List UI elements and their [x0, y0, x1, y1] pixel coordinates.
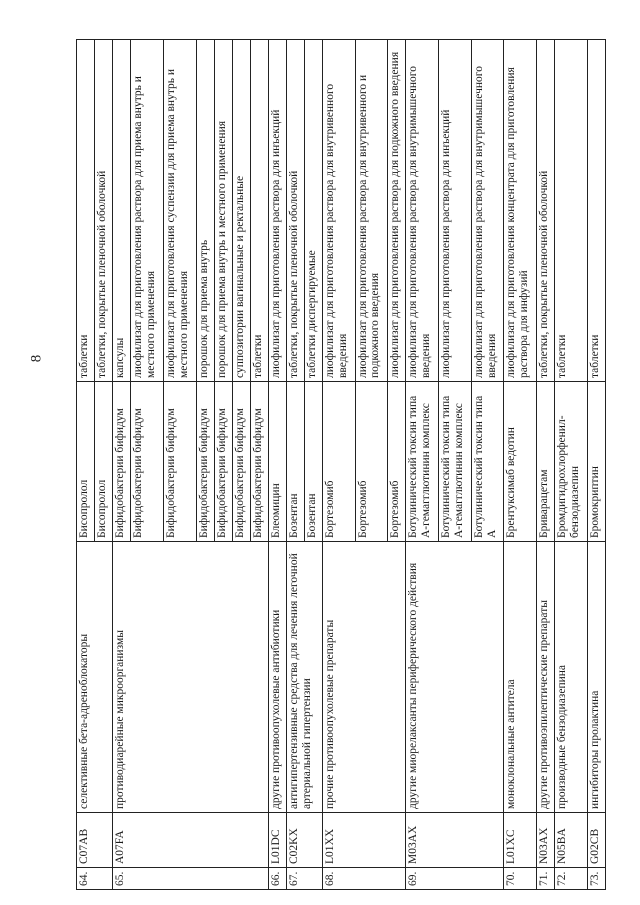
dosage-form-cell: [131, 40, 164, 382]
drug-name-cell: Бортезомиб: [322, 382, 355, 542]
drug-name-cell: Бифидобактерии бифидум: [250, 382, 268, 542]
row-number-cell: 66.: [268, 868, 286, 890]
dosage-form-text: лиофилизат для приготовления раствора для внутривенного и подкожного введения: [356, 74, 382, 378]
dosage-form-text: таблетки: [78, 334, 90, 378]
drug-name-cell: Бромдигидрохлорфенил-бензодиазепин: [555, 382, 588, 542]
dosage-form-text: таблетки, покрытые пленочной оболочкой: [96, 170, 109, 378]
dosage-form-cell: [322, 40, 355, 382]
dosage-form-cell: [268, 40, 286, 382]
dosage-form-text: таблетки: [588, 334, 601, 378]
dosage-form-text: лиофилизат для приготовления раствора для инъекций: [269, 109, 282, 378]
table-row: [504, 40, 537, 890]
drug-name-cell: Ботулинический токсин типа А: [471, 382, 504, 542]
table-row: [555, 40, 588, 890]
table-row: [268, 40, 286, 890]
table-row: [322, 40, 355, 890]
dosage-form-text: таблетки: [251, 334, 264, 378]
drug-name-cell: Бортезомиб: [388, 382, 406, 542]
dosage-form-cell: [77, 40, 95, 382]
table-row: [77, 40, 95, 890]
dosage-form-text: таблетки, покрытые пленочной оболочкой: [538, 170, 551, 378]
drug-name-cell: Брентуксимаб ведотин: [504, 382, 537, 542]
atc-code-cell: A07FA: [113, 813, 269, 868]
dosage-form-cell: [587, 40, 605, 382]
dosage-form-cell: [163, 40, 196, 382]
drug-name-cell: Бифидобактерии бифидум: [232, 382, 250, 542]
table-row: [113, 40, 131, 890]
pharmacological-group-cell: другие противоопухолевые антибиотики: [268, 542, 286, 813]
dosage-form-cell: [196, 40, 214, 382]
dosage-form-text: лиофилизат для приготовления раствора для внутримышечного введения: [472, 66, 498, 378]
atc-code-cell: L01XC: [504, 813, 537, 868]
dosage-form-text: таблетки, покрытые пленочной оболочкой: [287, 170, 300, 378]
dosage-form-cell: [113, 40, 131, 382]
dosage-form-text: лиофилизат для приготовления раствора для внутривенного введения: [323, 83, 349, 378]
drug-table: [76, 39, 606, 890]
pharmacological-group-cell: производные бензодиазепина: [555, 542, 588, 813]
drug-name-cell: Бифидобактерии бифидум: [131, 382, 164, 542]
pharmacological-group-cell: моноклональные антитела: [504, 542, 537, 813]
dosage-form-text: лиофилизат для приготовления суспензии для приема внутрь и местного применения: [164, 68, 190, 378]
drug-name-cell: Бифидобактерии бифидум: [214, 382, 232, 542]
row-number-cell: 65.: [113, 868, 269, 890]
dosage-form-cell: [438, 40, 471, 382]
pharmacological-group-cell: ингибиторы пролактина: [587, 542, 605, 813]
drug-name-cell: Бромокриптин: [587, 382, 605, 542]
row-number-cell: 64.: [77, 868, 113, 890]
dosage-form-cell: [250, 40, 268, 382]
row-number-cell: 69.: [406, 868, 504, 890]
pharmacological-group-cell: прочие противоопухолевые препараты: [322, 542, 405, 813]
dosage-form-text: лиофилизат для приготовления раствора для приема внутрь и местного применения: [132, 76, 158, 378]
atc-code-cell: N05BA: [555, 813, 588, 868]
atc-code-cell: G02CB: [587, 813, 605, 868]
dosage-form-cell: [95, 40, 113, 382]
pharmacological-group-cell: антигипертензивные средства для лечения легочной артериальной гипертензии: [286, 542, 322, 813]
dosage-form-cell: [286, 40, 304, 382]
atc-code-cell: C07AB: [77, 813, 113, 868]
dosage-form-cell: [471, 40, 504, 382]
dosage-form-text: лиофилизат для приготовления раствора для подкожного введения: [389, 51, 402, 378]
row-number-cell: 73.: [587, 868, 605, 890]
pharmacological-group-cell: селективные бета-адреноблокаторы: [77, 542, 113, 813]
drug-name-cell: Бортезомиб: [355, 382, 388, 542]
row-number-cell: 72.: [555, 868, 588, 890]
dosage-form-cell: [555, 40, 588, 382]
table-row: [587, 40, 605, 890]
atc-code-cell: L01DC: [268, 813, 286, 868]
dosage-form-cell: [214, 40, 232, 382]
row-number-cell: 70.: [504, 868, 537, 890]
row-number-cell: 71.: [537, 868, 555, 890]
dosage-form-text: суппозитории вагинальные и ректальные: [233, 175, 246, 378]
dosage-form-text: капсулы: [114, 337, 127, 378]
rotated-table-container: [76, 40, 606, 890]
dosage-form-cell: [504, 40, 537, 382]
dosage-form-text: порошок для приема внутрь и местного применения: [215, 120, 228, 378]
drug-name-cell: Бозентан: [286, 382, 304, 542]
drug-name-cell: Бифидобактерии бифидум: [196, 382, 214, 542]
dosage-form-cell: [388, 40, 406, 382]
atc-code-cell: L01XX: [322, 813, 405, 868]
table-row: [286, 40, 304, 890]
dosage-form-text: лиофилизат для приготовления раствора для инъекций: [439, 109, 452, 378]
drug-name-cell: Бифидобактерии бифидум: [163, 382, 196, 542]
drug-name-cell: Бриварацетам: [537, 382, 555, 542]
pharmacological-group-cell: противодиарейные микроорганизмы: [113, 542, 269, 813]
drug-name-cell: Ботулинический токсин типа А-гемагглютинин комплекс: [438, 382, 471, 542]
atc-code-cell: M03AX: [406, 813, 504, 868]
drug-name-cell: Ботулинический токсин типа А-гемагглютинин комплекс: [406, 382, 439, 542]
dosage-form-text: таблетки: [556, 334, 569, 378]
dosage-form-text: порошок для приема внутрь: [197, 239, 210, 378]
dosage-form-cell: [355, 40, 388, 382]
page-number: 8: [28, 354, 45, 363]
dosage-form-cell: [304, 40, 322, 382]
atc-code-cell: N03AX: [537, 813, 555, 868]
dosage-form-text: таблетки диспергируемые: [305, 250, 318, 378]
dosage-form-text: лиофилизат для приготовления концентрата для приготовления раствора для инфузий: [505, 67, 531, 378]
pharmacological-group-cell: другие миорелаксанты периферического действия: [406, 542, 504, 813]
table-row: [537, 40, 555, 890]
drug-name-cell: Блеомицин: [268, 382, 286, 542]
dosage-form-cell: [232, 40, 250, 382]
drug-name-cell: Бисопролол: [77, 382, 95, 542]
dosage-form-text: лиофилизат для приготовления раствора для внутримышечного введения: [407, 66, 433, 378]
row-number-cell: 68.: [322, 868, 405, 890]
drug-name-cell: Бифидобактерии бифидум: [113, 382, 131, 542]
drug-table-body: [77, 40, 606, 890]
drug-name-cell: Бисопролол: [95, 382, 113, 542]
table-row: [406, 40, 439, 890]
pharmacological-group-cell: другие противоэпилептические препараты: [537, 542, 555, 813]
drug-name-cell: Бозентан: [304, 382, 322, 542]
dosage-form-cell: [537, 40, 555, 382]
dosage-form-cell: [406, 40, 439, 382]
row-number-cell: 67.: [286, 868, 322, 890]
atc-code-cell: C02KX: [286, 813, 322, 868]
